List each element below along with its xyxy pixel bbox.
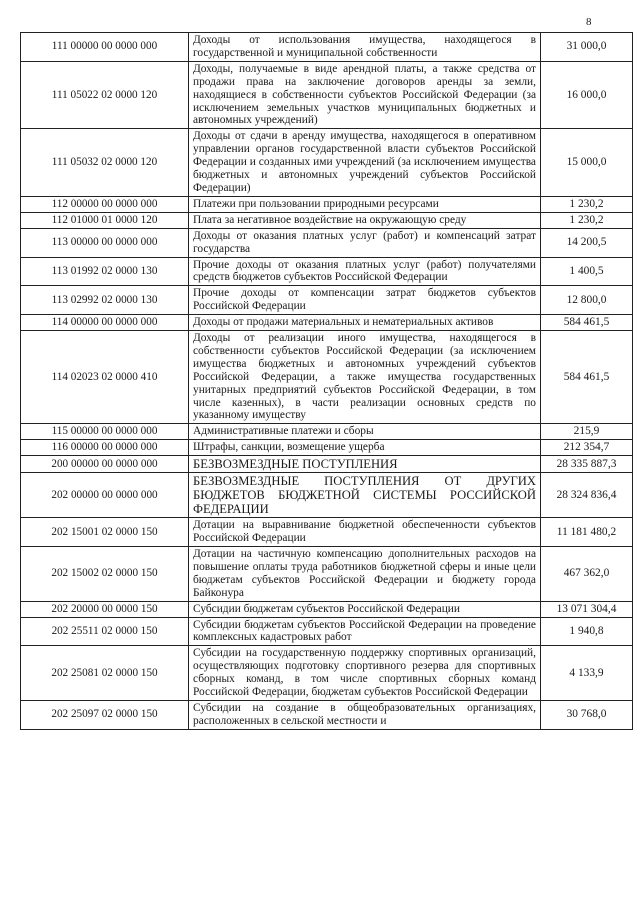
- table-row: [21, 228, 633, 257]
- table-row: [21, 129, 633, 197]
- row-amount: 30 768,0: [541, 700, 633, 729]
- row-description: Субсидии на государственную поддержку спортивных организаций, осуществляющих подготовку спортивного резерва для спортивных сборных команд, в том числе спортивных сборных команд Российской Федерации, бюджетам субъектов Российской Федерации: [189, 646, 541, 701]
- revenue-table-body: [21, 33, 633, 730]
- row-description: Штрафы, санкции, возмещение ущерба: [189, 440, 541, 456]
- row-description: Прочие доходы от оказания платных услуг (работ) получателями средств бюджетов субъектов Российской Федерации: [189, 257, 541, 286]
- row-code: 202 20000 00 0000 150: [21, 601, 189, 617]
- row-description: Субсидии бюджетам субъектов Российской Федерации: [189, 601, 541, 617]
- table-row: [21, 257, 633, 286]
- row-description: БЕЗВОЗМЕЗДНЫЕ ПОСТУПЛЕНИЯ: [189, 456, 541, 473]
- row-amount: 28 335 887,3: [541, 456, 633, 473]
- row-code: 202 25511 02 0000 150: [21, 617, 189, 646]
- row-description: Платежи при пользовании природными ресурсами: [189, 196, 541, 212]
- row-code: 202 00000 00 0000 000: [21, 473, 189, 518]
- table-row: [21, 33, 633, 62]
- row-amount: 1 400,5: [541, 257, 633, 286]
- row-description: Доходы от продажи материальных и нематериальных активов: [189, 315, 541, 331]
- table-row: [21, 473, 633, 518]
- row-description: Дотации на частичную компенсацию дополнительных расходов на повышение оплаты труда работников бюджетной сферы и иные цели бюджетам субъектов Российской Федерации и бюджету города Байконура: [189, 547, 541, 602]
- row-amount: 15 000,0: [541, 129, 633, 197]
- row-amount: 467 362,0: [541, 547, 633, 602]
- table-row: [21, 456, 633, 473]
- table-row: [21, 212, 633, 228]
- row-description: Субсидии бюджетам субъектов Российской Федерации на проведение комплексных кадастровых работ: [189, 617, 541, 646]
- table-row: [21, 440, 633, 456]
- row-code: 114 02023 02 0000 410: [21, 331, 189, 424]
- row-description: Прочие доходы от компенсации затрат бюджетов субъектов Российской Федерации: [189, 286, 541, 315]
- row-amount: 11 181 480,2: [541, 518, 633, 547]
- row-amount: 13 071 304,4: [541, 601, 633, 617]
- row-code: 114 00000 00 0000 000: [21, 315, 189, 331]
- row-amount: 212 354,7: [541, 440, 633, 456]
- row-description: Плата за негативное воздействие на окружающую среду: [189, 212, 541, 228]
- row-code: 113 00000 00 0000 000: [21, 228, 189, 257]
- row-amount: 16 000,0: [541, 61, 633, 129]
- row-description: БЕЗВОЗМЕЗДНЫЕ ПОСТУПЛЕНИЯ ОТ ДРУГИХ БЮДЖЕТОВ БЮДЖЕТНОЙ СИСТЕМЫ РОССИЙСКОЙ ФЕДЕРАЦИИ: [189, 473, 541, 518]
- row-code: 202 15002 02 0000 150: [21, 547, 189, 602]
- row-description: Дотации на выравнивание бюджетной обеспеченности субъектов Российской Федерации: [189, 518, 541, 547]
- table-row: [21, 196, 633, 212]
- table-row: [21, 61, 633, 129]
- table-row: [21, 700, 633, 729]
- table-row: [21, 518, 633, 547]
- table-row: [21, 601, 633, 617]
- row-code: 115 00000 00 0000 000: [21, 424, 189, 440]
- row-description: Доходы от использования имущества, находящегося в государственной и муниципальной собственности: [189, 33, 541, 62]
- row-code: 111 05022 02 0000 120: [21, 61, 189, 129]
- row-code: 202 15001 02 0000 150: [21, 518, 189, 547]
- row-code: 112 00000 00 0000 000: [21, 196, 189, 212]
- page-number: 8: [586, 16, 592, 28]
- row-amount: 28 324 836,4: [541, 473, 633, 518]
- table-row: [21, 547, 633, 602]
- row-amount: 1 940,8: [541, 617, 633, 646]
- row-code: 202 25097 02 0000 150: [21, 700, 189, 729]
- row-code: 112 01000 01 0000 120: [21, 212, 189, 228]
- row-description: Административные платежи и сборы: [189, 424, 541, 440]
- table-row: [21, 331, 633, 424]
- row-code: 113 02992 02 0000 130: [21, 286, 189, 315]
- row-code: 111 05032 02 0000 120: [21, 129, 189, 197]
- row-code: 202 25081 02 0000 150: [21, 646, 189, 701]
- table-row: [21, 286, 633, 315]
- row-description: Доходы от реализации иного имущества, находящегося в собственности субъектов Российской Федерации (за исключением имущества бюджетных и автономных учреждений субъектов Российской Федерации, а также имущества государственных унитарных предприятий субъектов Российской Федерации, в том числе казенных), в части реализации основных средств по указанному имуществу: [189, 331, 541, 424]
- row-description: Субсидии на создание в общеобразовательных организациях, расположенных в сельской местности и: [189, 700, 541, 729]
- row-amount: 1 230,2: [541, 196, 633, 212]
- row-description: Доходы, получаемые в виде арендной платы, а также средства от продажи права на заключение договоров аренды за земли, находящиеся в собственности субъектов Российской Федерации (за исключением земельных участков муниципальных бюджетных и автономных учреждений): [189, 61, 541, 129]
- row-amount: 215,9: [541, 424, 633, 440]
- row-code: 200 00000 00 0000 000: [21, 456, 189, 473]
- table-row: [21, 315, 633, 331]
- row-amount: 584 461,5: [541, 331, 633, 424]
- row-code: 111 00000 00 0000 000: [21, 33, 189, 62]
- row-description: Доходы от сдачи в аренду имущества, находящегося в оперативном управлении органов государственной власти субъектов Российской Федерации и созданных ими учреждений (за исключением имущества бюджетных и автономных учреждений субъектов Российской Федерации): [189, 129, 541, 197]
- row-amount: 31 000,0: [541, 33, 633, 62]
- revenue-table-container: [20, 32, 632, 730]
- row-code: 113 01992 02 0000 130: [21, 257, 189, 286]
- row-amount: 584 461,5: [541, 315, 633, 331]
- row-amount: 12 800,0: [541, 286, 633, 315]
- table-row: [21, 424, 633, 440]
- table-row: [21, 617, 633, 646]
- table-row: [21, 646, 633, 701]
- row-code: 116 00000 00 0000 000: [21, 440, 189, 456]
- revenue-table: [20, 32, 633, 730]
- row-amount: 4 133,9: [541, 646, 633, 701]
- row-amount: 14 200,5: [541, 228, 633, 257]
- row-amount: 1 230,2: [541, 212, 633, 228]
- row-description: Доходы от оказания платных услуг (работ) и компенсаций затрат государства: [189, 228, 541, 257]
